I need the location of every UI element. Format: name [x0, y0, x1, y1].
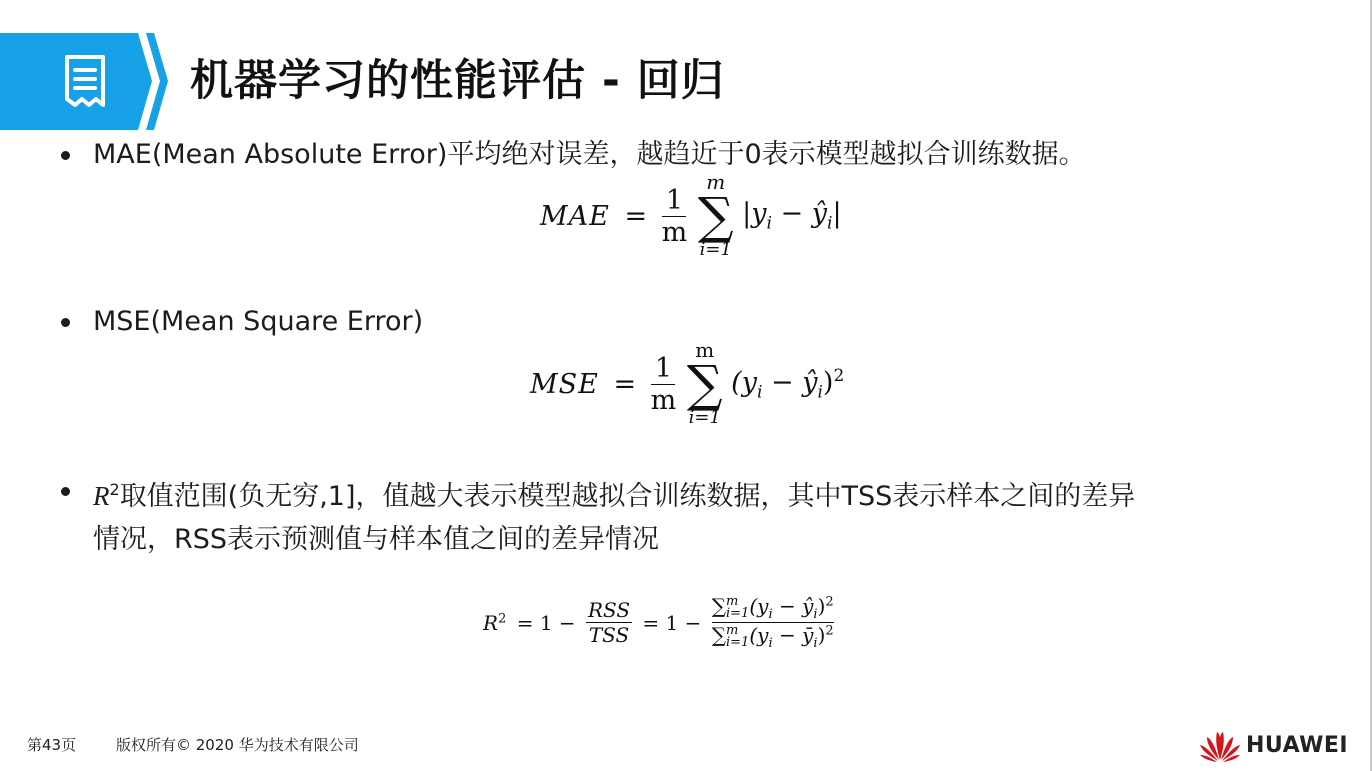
mae-sum-top: m	[706, 170, 726, 194]
r2-num-top: m	[726, 593, 739, 609]
mae-y: |y	[742, 198, 767, 230]
r2-den-minus: −	[772, 623, 803, 647]
mse-power: 2	[833, 365, 845, 386]
r2-text-line1: 取值范围(负无穷,1]，值越大表示模型越拟合训练数据，其中TSS表示样本之间的差异	[119, 481, 1136, 512]
mse-yhat: ŷ	[802, 366, 818, 398]
mse-frac-num: 1	[654, 352, 673, 384]
mse-fraction	[651, 353, 677, 416]
mse-sum-top: m	[695, 338, 715, 362]
r2-den-bottom: i=1	[726, 634, 750, 650]
bullet-r2-line2: 情况，RSS表示预测值与样本值之间的差异情况	[93, 524, 660, 555]
r2-den-close: )	[817, 623, 826, 647]
mse-eq: =	[613, 368, 637, 400]
mse-sub-i2: i	[817, 382, 823, 403]
r2-den-top: m	[726, 622, 739, 638]
mae-yhat: ŷ	[811, 198, 828, 230]
mse-sigma: ∑	[686, 355, 723, 413]
r2-numerator	[712, 594, 834, 622]
r2-num-bottom: i=1	[726, 605, 750, 621]
formula-mae	[540, 172, 842, 276]
formula-r2	[483, 594, 834, 664]
r2-den-sub: i	[768, 636, 773, 651]
copyright: 版权所有© 2020 华为技术有限公司	[116, 736, 359, 754]
r2-num-sub: i	[768, 607, 773, 622]
r2-num-sigma: ∑	[711, 594, 726, 618]
slide-title: 机器学习的性能评估 - 回归	[190, 56, 725, 106]
r2-rss: RSS	[587, 598, 631, 622]
mae-frac-den: m	[661, 216, 688, 248]
mae-body	[742, 198, 841, 233]
r2-lhs-power: 2	[498, 610, 507, 626]
r2-num-close: )	[817, 594, 826, 618]
mse-close: )	[822, 366, 834, 398]
r2-den-y: (y	[749, 623, 769, 647]
mae-minus: −	[771, 198, 812, 230]
mse-sub-i: i	[756, 382, 763, 403]
bullet-dot	[61, 318, 70, 327]
mae-sigma: ∑	[697, 187, 734, 245]
r2-num-sub2: i	[813, 607, 818, 622]
mae-close: |	[832, 198, 842, 230]
mse-minus: −	[762, 366, 803, 398]
bullet-mse: MSE(Mean Square Error)	[93, 306, 424, 337]
page-number: 第43页	[27, 736, 77, 754]
bullet-dot	[61, 151, 70, 160]
r2-den-ybar: ȳ	[802, 623, 814, 647]
r2-denominator	[712, 623, 834, 651]
mae-sum	[698, 172, 734, 260]
r2-num-yhat: ŷ	[802, 594, 814, 618]
mse-sum	[687, 340, 723, 428]
mae-sum-bottom: i=1	[699, 239, 732, 260]
r2-tss: TSS	[588, 623, 630, 647]
r2-den-sigma: ∑	[711, 623, 726, 647]
mse-sum-bottom: i=1	[688, 407, 721, 428]
mae-sub-i: i	[766, 213, 772, 234]
r2-num-power: 2	[825, 594, 834, 610]
mse-frac-den: m	[650, 384, 677, 416]
r2-den-power: 2	[825, 623, 834, 639]
huawei-logo-icon	[1198, 728, 1242, 762]
mae-fraction	[662, 185, 688, 248]
r2-num-y: (y	[749, 594, 769, 618]
mse-lhs: MSE	[530, 368, 599, 400]
r2-num-limits	[726, 593, 750, 621]
bullet-mae: MAE(Mean Absolute Error)平均绝对误差，越趋近于0表示模型越拟合训练数据。	[93, 139, 1086, 170]
r2-lhs-r: R	[483, 610, 499, 635]
r2-rss-tss-fraction	[586, 598, 632, 647]
mse-body	[731, 366, 844, 402]
r2-sum-fraction	[712, 594, 834, 651]
mae-frac-num: 1	[665, 184, 684, 216]
r2-num-minus: −	[772, 594, 803, 618]
document-icon	[62, 52, 108, 110]
r2-lhs	[483, 611, 506, 635]
mae-sub-i2: i	[827, 213, 833, 234]
r2-eq1: = 1 −	[516, 610, 576, 635]
bullet-dot	[61, 487, 70, 496]
mae-lhs: MAE	[540, 200, 610, 232]
r2-exponent: 2	[109, 480, 120, 499]
bullet-r2-line1	[93, 470, 1135, 517]
mse-y: (y	[731, 366, 757, 398]
r2-den-sub2: i	[813, 636, 818, 651]
r2-eq2: = 1 −	[642, 610, 702, 635]
r2-den-limits	[726, 622, 750, 650]
formula-mse	[530, 340, 844, 444]
mae-eq: =	[624, 200, 648, 232]
brand-name: HUAWEI	[1246, 733, 1349, 758]
r2-symbol: R	[93, 481, 110, 511]
